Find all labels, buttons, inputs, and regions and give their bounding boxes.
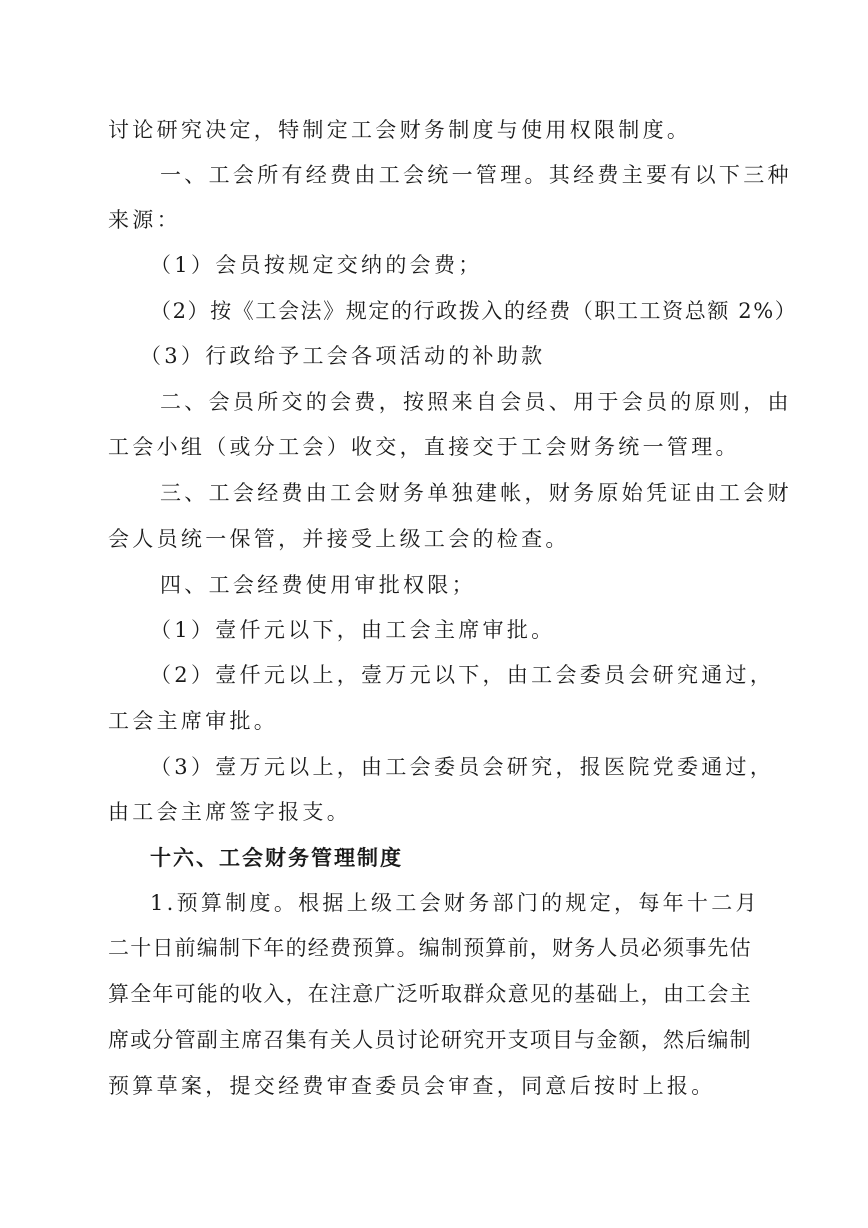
paragraph-line: 算全年可能的收入，在注意广泛听取群众意见的基础上，由工会主 [108,982,752,1006]
paragraph-line: 席或分管副主席召集有关人员讨论研究开支项目与金额，然后编制 [108,1028,752,1052]
section-heading-line: 二、会员所交的会费，按照来自会员、用于会员的原则，由 [160,390,792,414]
paragraph-line: 工会小组（或分工会）收交，直接交于工会财务统一管理。 [108,435,740,459]
paragraph-line: 会人员统一保管，并接受上级工会的检查。 [108,527,570,551]
paragraph-line: 二十日前编制下年的经费预算。编制预算前，财务人员必须事先估 [108,936,752,960]
paragraph-line: 1.预算制度。根据上级工会财务部门的规定，每年十二月 [150,891,760,915]
list-item: （1）壹仟元以下，由工会主席审批。 [150,618,556,642]
list-item: （2）按《工会法》规定的行政拨入的经费（职工工资总额 2%） [150,299,798,323]
list-item: （1）会员按规定交纳的会费； [150,253,483,277]
section-heading-line: 三、工会经费由工会财务单独建帐，财务原始凭证由工会财 [160,481,792,505]
paragraph-line: 由工会主席签字报支。 [108,800,351,824]
paragraph-line: 讨论研究决定，特制定工会财务制度与使用权限制度。 [108,118,692,142]
section-heading-line: 一、工会所有经费由工会统一管理。其经费主要有以下三种 [160,163,792,187]
list-item: （2）壹仟元以上，壹万元以下，由工会委员会研究通过， [150,663,775,687]
section-heading-line: 四、工会经费使用审批权限； [160,573,476,597]
paragraph-line: 工会主席审批。 [108,709,279,733]
paragraph-line: 来源： [108,208,181,232]
list-item: （3）行政给予工会各项活动的补助款 [140,344,546,368]
paragraph-line: 预算草案，提交经费审查委员会审查，同意后按时上报。 [108,1074,716,1098]
list-item: （3）壹万元以上，由工会委员会研究，报医院党委通过， [150,755,775,779]
section-title: 十六、工会财务管理制度 [150,846,403,870]
